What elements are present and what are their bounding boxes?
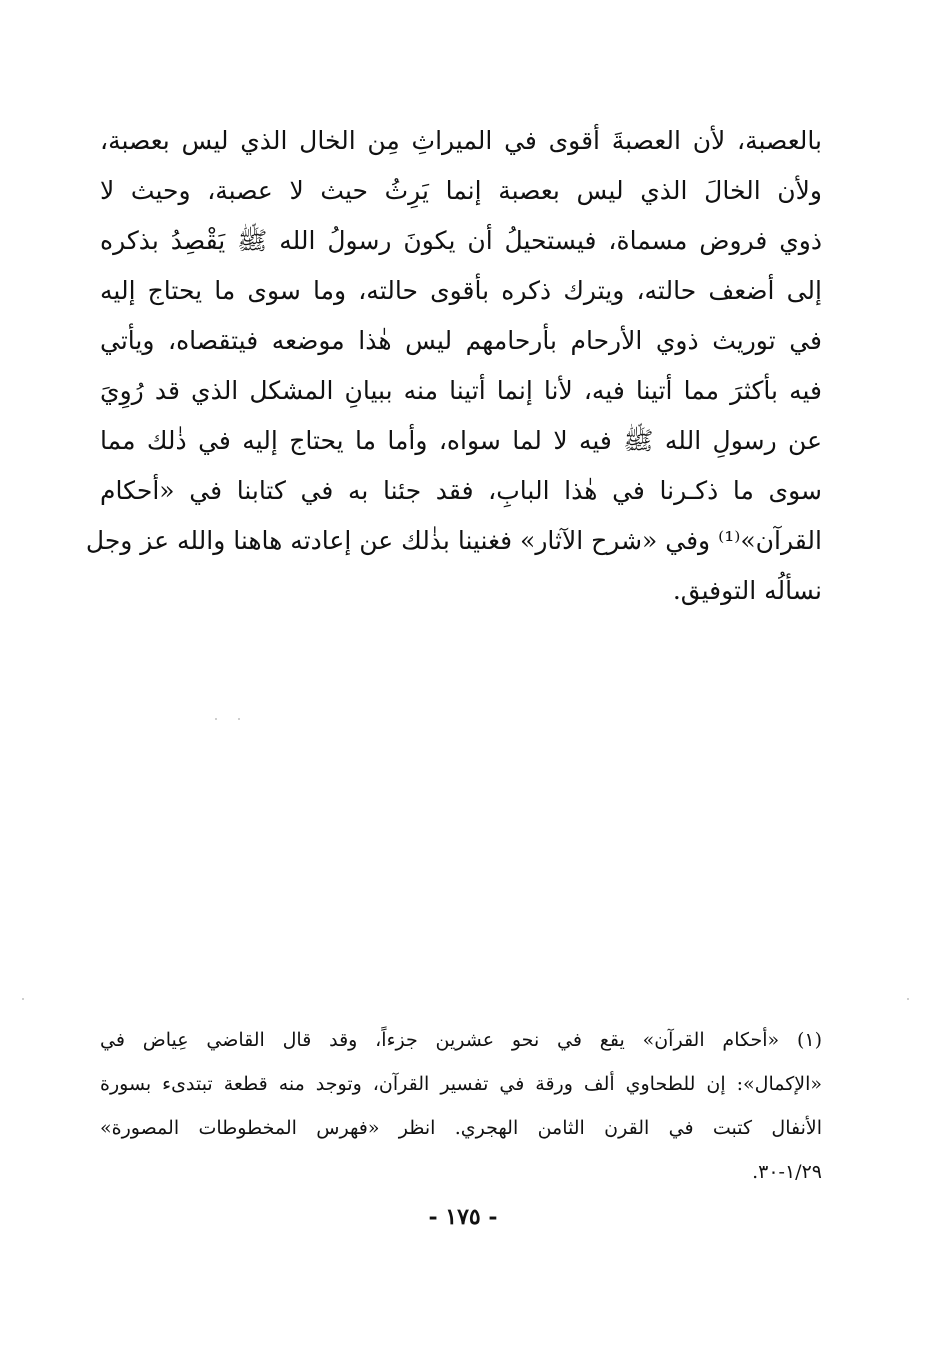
footnote-line: الأنفال كتبت في القرن الثامن الهجري. انظر «فهرس المخطوطات المصورة» [100,1117,822,1139]
scan-speck [215,718,217,720]
footnote [100,1018,822,1194]
body-line: ذوي فروض مسماة، فيستحيلُ أن يكونَ رسولُ الله ﷺ يَقْصِدُ بذكره [100,226,822,255]
main-body-text [85,116,822,616]
body-line: ولأن الخالَ الذي ليس بعصبة إنما يَرِثُ حيث لا عصبة، وحيث لا [100,176,822,205]
footnote-line: (١) «أحكام القرآن» يقع في نحو عشرين جزءاً، وقد قال القاضي عِياض في [100,1029,822,1051]
footnote-line: ١/٢٩-٣٠. [752,1161,822,1183]
scan-speck [238,718,240,720]
body-line: القرآن»⁽¹⁾ وفي «شرح الآثار» فغنينا بذٰلك عن إعادته هاهنا والله عز وجل [85,526,822,555]
body-line: في توريث ذوي الأرحام بأرحامهم ليس هٰذا موضعه فيتقصاه، ويأتي [100,326,822,355]
footnote-line: «الإكمال»: إن للطحاوي ألف ورقة في تفسير القرآن، وتوجد منه قطعة تبتدىء بسورة [100,1073,822,1095]
body-line: بالعصبة، لأن العصبةَ أقوى في الميراثِ مِن الخال الذي ليس بعصبة، [100,126,822,155]
body-line: سوى ما ذكـرنا في هٰذا البابِ، فقد جئنا به في كتابنا في «أحكام [100,476,822,505]
scan-speck [907,998,909,1000]
body-line: إلى أضعف حالته، ويترك ذكره بأقوى حالته، وما سوى ما يحتاج إليه [100,276,822,305]
scan-speck [22,998,24,1000]
page-number: - ١٧٥ - [428,1204,498,1230]
body-line: نسألُه التوفيق. [672,576,822,605]
body-line: فيه بأكثرَ مما أتينا فيه، لأنا إنما أتينا منه ببيانِ المشكل الذي قد رُوِيَ [100,376,822,405]
body-line: عن رسولِ الله ﷺ فيه لا لما سواه، وأما ما يحتاج إليه في ذٰلك مما [100,426,822,455]
